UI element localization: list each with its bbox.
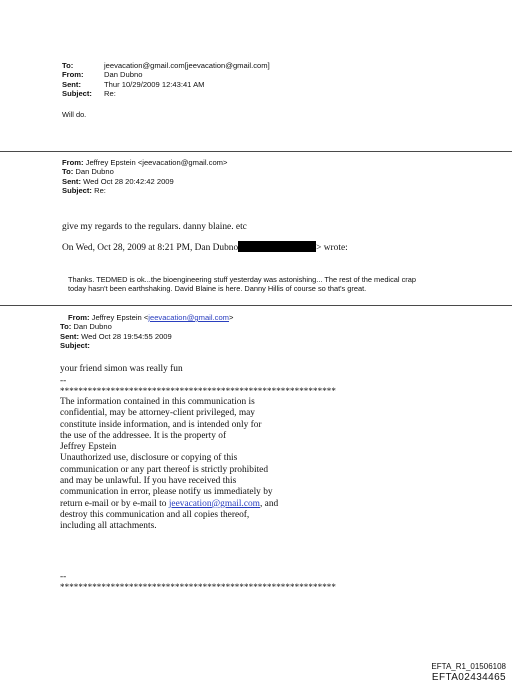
disclaimer-line: communication in error, please notify us immediately by [60, 487, 273, 498]
disclaimer-line: the use of the addressee. It is the property of [60, 430, 227, 441]
to-label: To: [62, 167, 74, 177]
disclaimer-line: including all attachments. [60, 521, 157, 532]
email1-header [62, 61, 270, 99]
from-value: Dan Dubno [104, 70, 143, 80]
from-label: From: [62, 70, 84, 80]
signature-dash: -- [60, 376, 67, 386]
disclaimer-link-prefix: return e-mail or by e-mail to [60, 498, 169, 509]
sent-label: Sent: [62, 79, 81, 89]
signature-dash: -- [60, 572, 67, 582]
separator-stars: ************************************************************ [60, 582, 336, 592]
sent-value: Thur 10/29/2009 12:43:41 AM [104, 79, 205, 89]
disclaimer-line: confidential, may be attorney-client privileged, may [60, 408, 255, 419]
disclaimer-line: destroy this communication and all copies thereof, [60, 509, 250, 520]
disclaimer-line: Jeffrey Epstein [60, 442, 117, 453]
disclaimer-line: and may be unlawful. If you have received this [60, 476, 237, 487]
from-label: From: [62, 158, 84, 167]
email2-body: give my regards to the regulars. danny blaine. etc [62, 222, 247, 232]
sent-value: Wed Oct 28 20:42:42 2009 [83, 176, 174, 186]
to-label: To: [62, 61, 74, 70]
quote-suffix: > wrote: [316, 243, 348, 253]
from-close: > [229, 313, 234, 322]
quote-attribution [62, 241, 348, 254]
from-label: From: [68, 313, 90, 322]
disclaimer-link-suffix: , and [259, 498, 279, 509]
redaction-block [238, 241, 316, 252]
to-value: jeevacation@gmail.com[jeevacation@gmail.com] [104, 61, 270, 70]
quoted-line: today hasn't been earthshaking. David Blaine is here. Danny Hillis of course so that's great. [68, 284, 367, 294]
quoted-line: Thanks. TEDMED is ok...the bioengineering stuff yesterday was astonishing... The rest of the medical crap [68, 275, 416, 284]
from-name: Jeffrey Epstein < [91, 313, 149, 322]
email3-body: your friend simon was really fun [60, 364, 183, 374]
sent-value: Wed Oct 28 19:54:55 2009 [81, 331, 172, 341]
disclaimer-line: Unauthorized use, disclosure or copying of this [60, 453, 238, 464]
divider [0, 151, 512, 152]
disclaimer [60, 397, 278, 533]
bates-ref-2: EFTA02434465 [431, 672, 506, 683]
subject-value: Re: [94, 186, 106, 196]
from-value: Jeffrey Epstein <jeevacation@gmail.com> [85, 158, 228, 167]
divider [0, 305, 512, 306]
sent-label: Sent: [60, 331, 79, 341]
bates-ref-1: EFTA_R1_01506108 [431, 662, 506, 671]
email2-header [62, 158, 227, 196]
subject-label: Subject: [60, 341, 90, 351]
email1-body: Will do. [62, 110, 87, 119]
separator-stars: ************************************************************ [60, 386, 336, 396]
to-label: To: [60, 322, 72, 332]
disclaimer-email-link[interactable]: jeevacation@gmail.com [168, 498, 260, 509]
quoted-text [68, 275, 416, 294]
subject-label: Subject: [62, 89, 92, 99]
disclaimer-line [60, 499, 278, 510]
quote-prefix: On Wed, Oct 28, 2009 at 8:21 PM, Dan Dubno [62, 243, 239, 253]
sent-label: Sent: [62, 176, 81, 186]
subject-value: Re: [104, 89, 116, 99]
to-value: Dan Dubno [75, 167, 114, 177]
subject-label: Subject: [62, 186, 92, 196]
disclaimer-line: constitute inside information, and is intended only for [60, 419, 262, 430]
disclaimer-line: The information contained in this communication is [60, 397, 255, 407]
email3-header [60, 313, 233, 351]
to-value: Dan Dubno [73, 322, 112, 332]
from-email-link[interactable]: jeevacation@gmail.com [148, 313, 230, 322]
disclaimer-line: communication or any part thereof is strictly prohibited [60, 464, 269, 475]
